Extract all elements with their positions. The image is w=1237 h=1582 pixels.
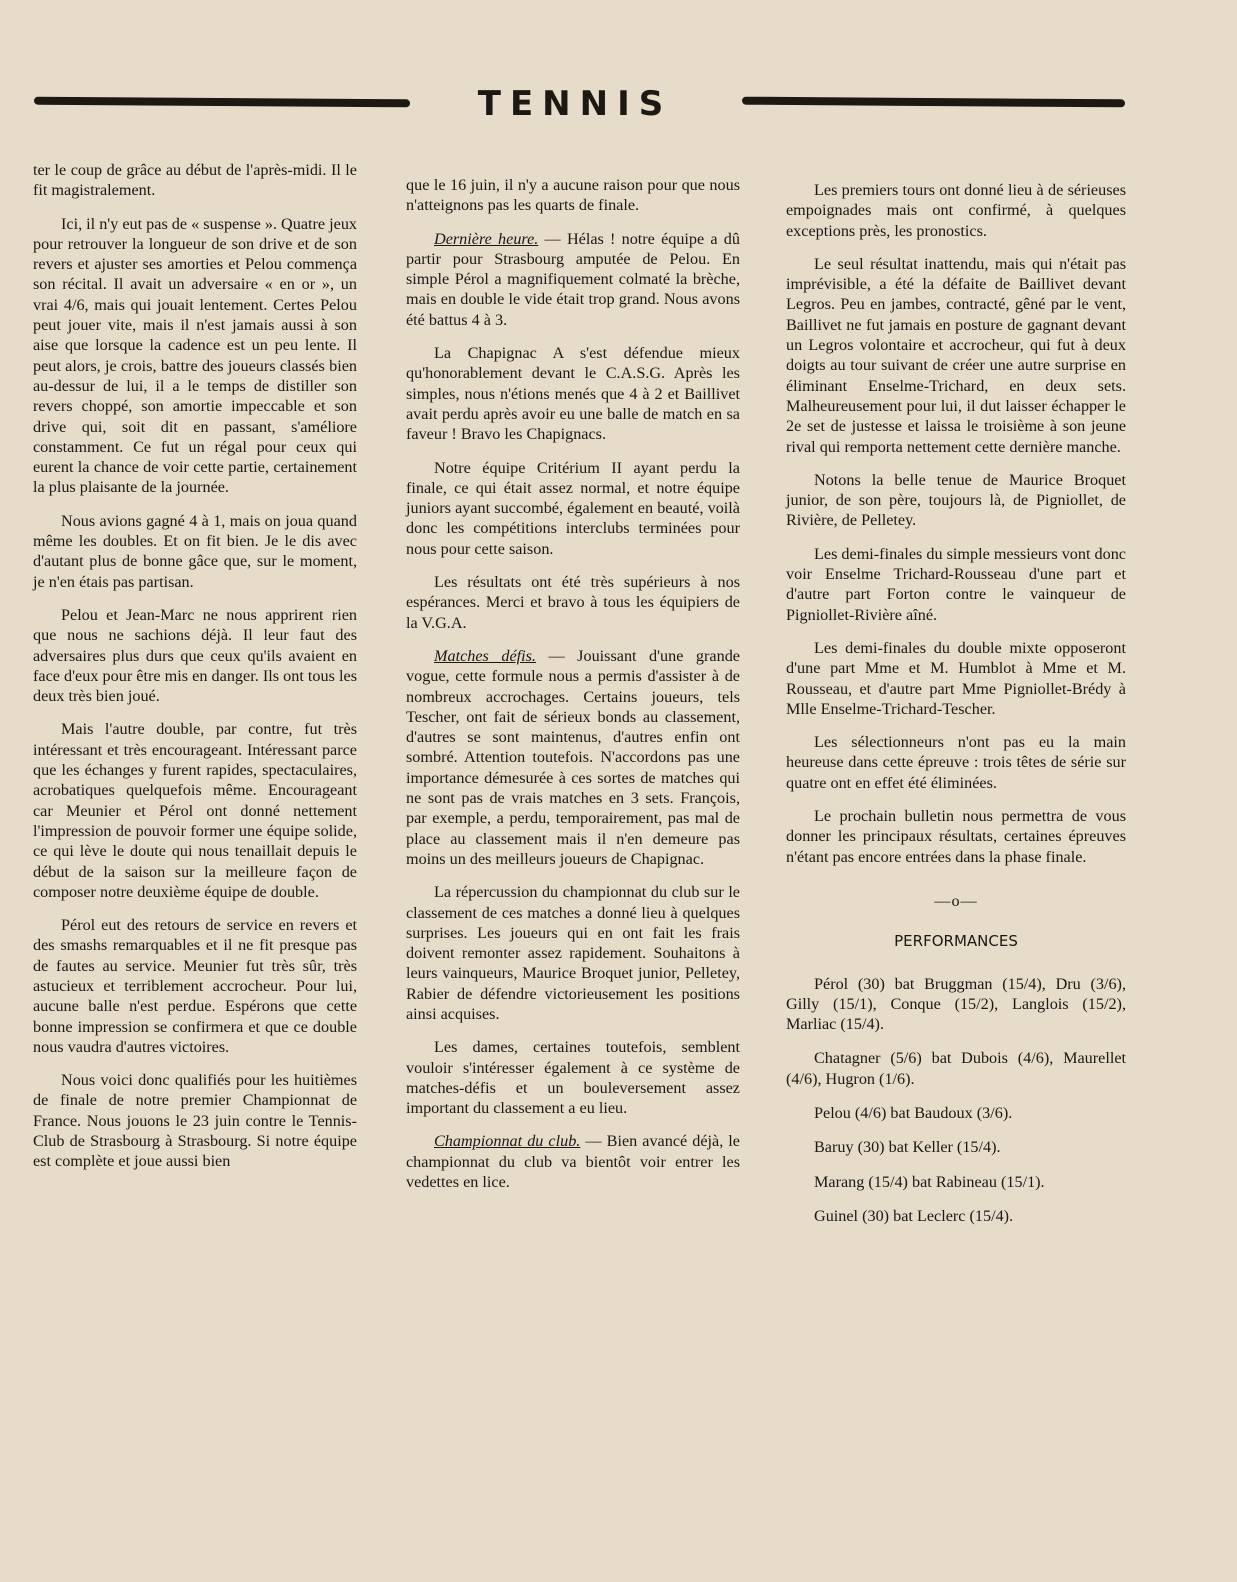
paragraph: Notre équipe Critérium II ayant perdu la finale, ce qui était assez normal, et notre équipe juniors ayant succombé, également en beauté, voilà donc les compétitions interclubs terminées pour nous pour cette saison. — [406, 458, 740, 558]
column-1 — [33, 160, 357, 1185]
performances-heading: PERFORMANCES — [894, 932, 1018, 951]
paragraph-text: — Jouissant d'une grande vogue, cette formule nous a permis d'assister à de nombreux accrochages. Certains joueurs, tels Tescher, ont fait de sérieux bonds au classement, d'autres se sont maintenus, d'autres enfin ont sombré. Attention toutefois. N'accordons pas une importance démesurée à ces sortes de matches qui ne sont pas de vrais matches en 3 sets. François, par exemple, a perdu, temporairement, pas mal de place au classement mais il n'en demeure pas moins un des meilleurs joueurs de Chapignac. — [406, 646, 740, 868]
paragraph: Pelou et Jean-Marc ne nous apprirent rien que nous ne sachions déjà. Il leur faut des adversaires plus durs que ceux qu'ils avaient en face d'eux pour être mis en danger. Ils ont tous les deux très bien joué. — [33, 605, 357, 706]
page-header — [0, 84, 1237, 124]
header-rule-left — [34, 97, 410, 108]
paragraph: Les dames, certaines toutefois, semblent vouloir s'intéresser également à ce système de matches-défis et un bouleversement assez important du classement a eu lieu. — [406, 1038, 740, 1118]
paragraph-text: — Bien avancé déjà, le championnat du club va bientôt voir entrer les vedettes en lice. — [406, 1132, 740, 1192]
performance-item: Baruy (30) bat Keller (15/4). — [814, 1138, 1001, 1157]
paragraph-championnat — [406, 1131, 740, 1192]
paragraph: Les premiers tours ont donné lieu à de sérieuses empoignades mais ont confirmé, à quelques exceptions près, les pronostics. — [786, 181, 1126, 240]
paragraph: Le seul résultat inattendu, mais qui n'était pas imprévisible, a été la défaite de Baillivet devant Legros. Peu en jambes, contracté, gêné par le vent, Baillivet ne fut jamais en posture de gagnant devant un Legros volontaire et accrocheur, qui fut à deux doigts au tour suivant de créer une autre surprise en éliminant Enselme-Trichard, en deux sets. Malheureusement pour lui, il dut laisser échapper le 2e set de justesse et laissa le troisième à son jeune rival qui remporta nettement cette dernière manche. — [786, 254, 1126, 456]
paragraph: Ici, il n'y eut pas de « suspense ». Quatre jeux pour retrouver la longueur de son drive et de son revers et ajuster ses amorties et Pelou commença son récital. Il avait un adversaire « en or », un vrai 4/6, mais qui jouait lentement. Certes Pelou peut jouer vite, mais il n'est jamais aussi à son aise que lorsque la cadence est un peu lente. Il peut alors, je crois, battre des joueurs classés bien au-dessur de lui, il a le temps de distiller son revers choppé, son amortie impeccable et son drive qui, soit dit en passant, s'améliore constamment. Ce fut un régal pour ceux qui eurent la chance de voir cette partie, certainement la plus plaisante de la journée. — [33, 214, 358, 497]
page-title: TENNIS — [477, 84, 673, 124]
separator: —o— — [934, 891, 978, 910]
paragraph: Les résultats ont été très supérieurs à nos espérances. Merci et bravo à tous les équipiers de la V.G.A. — [406, 573, 740, 632]
paragraph: Notons la belle tenue de Maurice Broquet junior, de son père, toujours là, de Pigniollet, de Rivière, de Pelletey. — [786, 470, 1126, 530]
paragraph: Les demi-finales du double mixte opposeront d'une part Mme et M. Humblot à Mme et M. Rousseau, et d'autre part Mme Pigniollet-Brédy à Mlle Enselme-Trichard-Tescher. — [786, 638, 1126, 718]
section-lead: Dernière heure. — [434, 229, 539, 248]
paragraph-text: — Hélas ! notre équipe a dû partir pour Strasbourg amputée de Pelou. En simple Pérol a magnifiquement colmaté la brèche, mais en double le vide était trop grand. Nous avons été battus 4 à 3. — [406, 229, 740, 329]
performance-item: Pérol (30) bat Bruggman (15/4), Dru (3/6), Gilly (15/1), Conque (15/2), Langlois (15/2), Marliac (15/4). — [786, 974, 1126, 1034]
section-lead: Matches défis. — [434, 646, 536, 665]
paragraph: Le prochain bulletin nous permettra de vous donner les principaux résultats, certaines épreuves n'étant pas encore entrées dans la phase finale. — [786, 807, 1126, 866]
header-rule-right — [742, 97, 1125, 108]
paragraph-derniere-heure — [406, 229, 740, 330]
paragraph: Mais l'autre double, par contre, fut très intéressant et très encourageant. Intéressant parce que les échanges y furent rapides, spectaculaires, acrobatiques quelquefois même. Encourageant car Meunier et Pérol ont donné nettement l'impression de pouvoir former une équipe solide, ce qui lève le doute qui nous tenaillait depuis le début de la saison sur la meilleure façon de composer notre deuxième équipe de double. — [33, 720, 357, 901]
paragraph: Nous avions gagné 4 à 1, mais on joua quand même les doubles. Et on fit bien. Je le dis avec d'autant plus de bonne gâce que, sur le moment, je n'en étais pas partisan. — [33, 511, 357, 591]
paragraph: ter le coup de grâce au début de l'après-midi. Il le fit magistralement. — [33, 161, 357, 200]
paragraph: Les sélectionneurs n'ont pas eu la main heureuse dans cette épreuve : trois têtes de série sur quatre ont en effet été éliminées. — [786, 733, 1126, 792]
performance-item: Guinel (30) bat Leclerc (15/4). — [814, 1206, 1014, 1225]
paragraph: La répercussion du championnat du club sur le classement de ces matches a donné lieu à quelques surprises. Les joueurs qui en ont fait les frais doivent remonter assez rapidement. Souhaitons à leurs vainqueurs, Maurice Broquet junior, Pelletey, Rabier de défendre victorieusement les positions ainsi acquises. — [406, 883, 740, 1023]
performance-item: Chatagner (5/6) bat Dubois (4/6), Maurellet (4/6), Hugron (1/6). — [786, 1049, 1126, 1088]
paragraph: que le 16 juin, il n'y a aucune raison pour que nous n'atteignons pas les quarts de finale. — [406, 176, 740, 215]
paragraph: Pérol eut des retours de service en revers et des smashs remarquables et il ne fit presque pas de fautes au service. Meunier fut très sûr, très astucieux et terriblement accrocheur. Pour lui, aucune balle n'est perdue. Espérons que cette bonne impression se confirmera et que ce double nous vaudra d'autres victoires. — [33, 916, 357, 1056]
section-lead: Championnat du club. — [434, 1132, 581, 1151]
column-2 — [406, 175, 740, 1205]
paragraph: Les demi-finales du simple messieurs vont donc voir Enselme Trichard-Rousseau d'une part et d'autre part Forton contre le vainqueur de Pigniollet-Rivière aîné. — [786, 544, 1126, 624]
performance-item: Marang (15/4) bat Rabineau (15/1). — [814, 1172, 1045, 1191]
performance-item: Pelou (4/6) bat Baudoux (3/6). — [814, 1103, 1013, 1122]
paragraph: La Chapignac A s'est défendue mieux qu'honorablement devant le C.A.S.G. Après les simples, nous n'étions menés que 4 à 2 et Baillivet avait perdu après avoir eu une balle de match en sa faveur ! Bravo les Chapignacs. — [406, 344, 740, 444]
paragraph-matches-defis — [406, 646, 740, 869]
column-3 — [786, 180, 1126, 1240]
paragraph: Nous voici donc qualifiés pour les huitièmes de finale de notre premier Championnat de France. Nous jouons le 23 juin contre le Tennis-Club de Strasbourg à Strasbourg. Si notre équipe est complète et joue aussi bien — [33, 1071, 357, 1171]
